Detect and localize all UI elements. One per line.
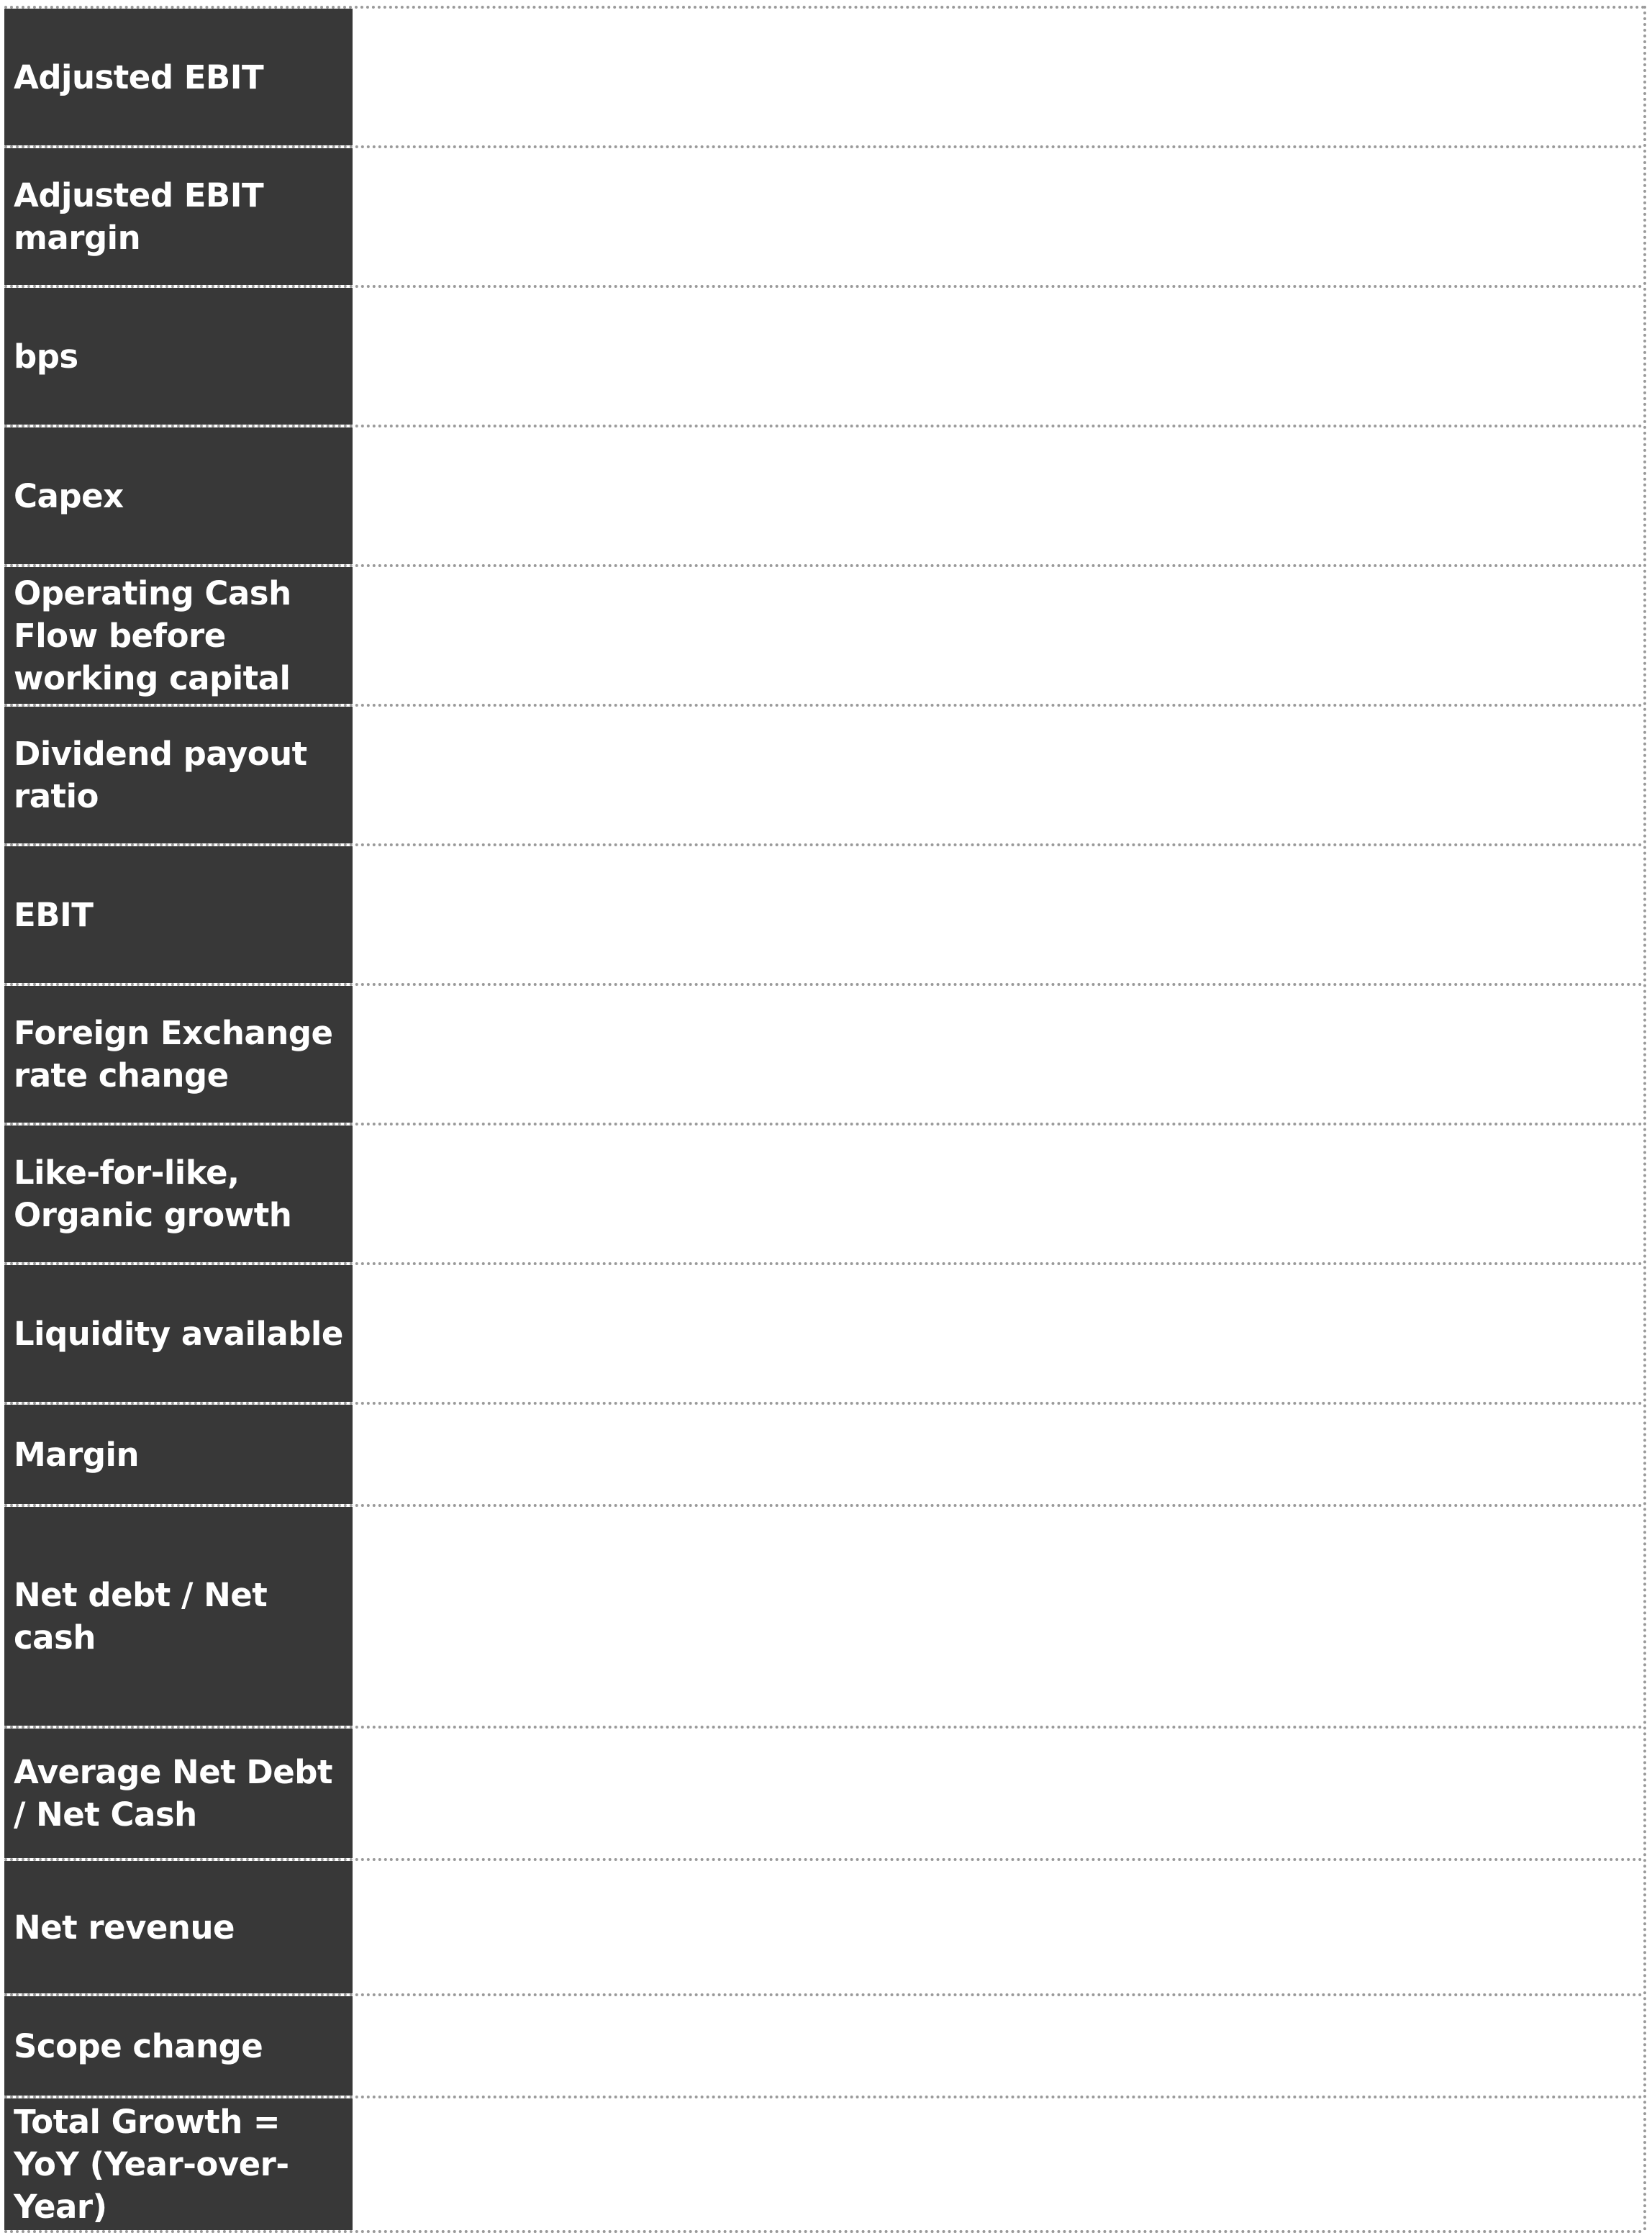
glossary-row-ebit xyxy=(4,846,1643,986)
term-label: Dividend payout ratio xyxy=(4,707,353,843)
definition-cell xyxy=(353,1405,1643,1504)
term-label: Adjusted EBIT xyxy=(4,9,353,145)
glossary-row-margin xyxy=(4,1405,1643,1507)
glossary-row-foreign-exchange-rate-change xyxy=(4,986,1643,1125)
glossary-row-adjusted-ebit xyxy=(4,9,1643,148)
term-label: Capex xyxy=(4,427,353,564)
term-label: Net debt / Net cash xyxy=(4,1507,353,1726)
glossary-row-adjusted-ebit-margin xyxy=(4,148,1643,288)
term-label: Foreign Exchange rate change xyxy=(4,986,353,1123)
term-label: Total Growth = YoY (Year-over-Year) xyxy=(4,2098,353,2230)
term-label: Average Net Debt / Net Cash xyxy=(4,1729,353,1858)
term-label: Operating Cash Flow before working capital xyxy=(4,567,353,704)
glossary-row-net-debt-net-cash xyxy=(4,1507,1643,1729)
definition-cell xyxy=(353,2098,1643,2230)
definition-cell xyxy=(353,707,1643,843)
glossary-row-capex xyxy=(4,427,1643,567)
definition-cell xyxy=(353,1265,1643,1402)
definition-cell xyxy=(353,986,1643,1123)
glossary-row-net-revenue xyxy=(4,1861,1643,1996)
definition-cell xyxy=(353,427,1643,564)
term-label: Adjusted EBIT margin xyxy=(4,148,353,285)
glossary-row-liquidity-available xyxy=(4,1265,1643,1405)
glossary-row-total-growth xyxy=(4,2098,1643,2233)
term-label: Margin xyxy=(4,1405,353,1504)
definition-cell xyxy=(353,846,1643,983)
definition-cell xyxy=(353,1125,1643,1262)
definition-cell xyxy=(353,1996,1643,2096)
term-label: Net revenue xyxy=(4,1861,353,1993)
glossary-row-like-for-like xyxy=(4,1125,1643,1265)
glossary-row-average-net-debt xyxy=(4,1729,1643,1861)
definition-cell xyxy=(353,148,1643,285)
definition-cell xyxy=(353,1507,1643,1726)
glossary-row-operating-cash-flow xyxy=(4,567,1643,707)
definition-cell xyxy=(353,9,1643,145)
definition-cell xyxy=(353,1729,1643,1858)
term-label: bps xyxy=(4,288,353,425)
glossary-row-scope-change xyxy=(4,1996,1643,2098)
term-label: EBIT xyxy=(4,846,353,983)
glossary-row-dividend-payout-ratio xyxy=(4,707,1643,846)
definition-cell xyxy=(353,288,1643,425)
term-label: Scope change xyxy=(4,1996,353,2096)
term-label: Like-for-like, Organic growth xyxy=(4,1125,353,1262)
glossary-row-bps xyxy=(4,288,1643,427)
definition-cell xyxy=(353,567,1643,704)
glossary-table xyxy=(4,6,1646,2233)
term-label: Liquidity available xyxy=(4,1265,353,1402)
definition-cell xyxy=(353,1861,1643,1993)
